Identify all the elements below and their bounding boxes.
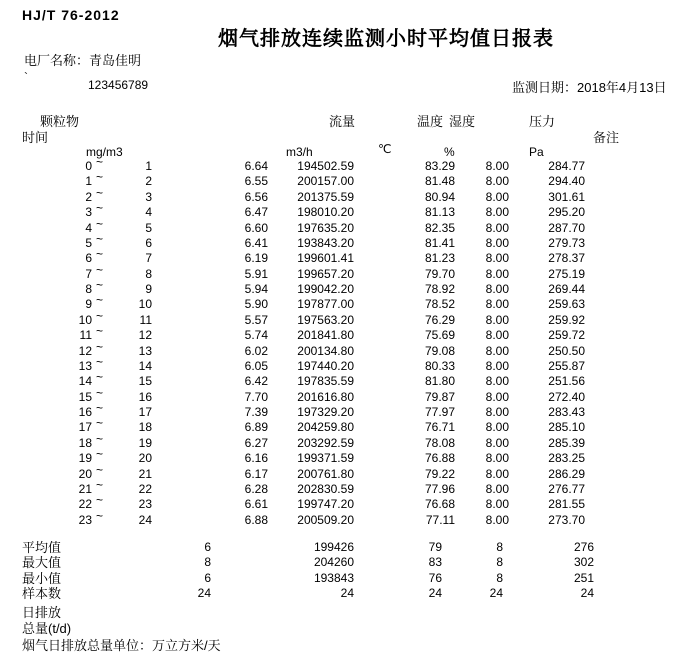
hour-start: 17 <box>78 420 92 435</box>
pressure-value: 278.37 <box>548 251 585 266</box>
hour-end: 15 <box>138 374 152 389</box>
humidity-value: 8.00 <box>485 297 509 312</box>
particulate-value: 5.74 <box>244 328 268 343</box>
humidity-value: 8.00 <box>485 389 509 404</box>
hour-end: 8 <box>145 266 152 281</box>
unit-particulate: mg/m3 <box>86 145 123 159</box>
time-separator: ~ <box>96 431 104 446</box>
temperature-value: 79.22 <box>424 466 455 481</box>
summary-row <box>0 540 681 555</box>
flow-value: 203292.59 <box>297 435 354 450</box>
hour-end: 19 <box>138 435 152 450</box>
particulate-summary: 6 <box>204 540 211 554</box>
flow-value: 197835.59 <box>297 374 354 389</box>
humidity-value: 8.00 <box>485 328 509 343</box>
particulate-value: 6.02 <box>244 343 268 358</box>
humidity-value: 8.00 <box>485 251 509 266</box>
temperature-value: 83.29 <box>424 159 455 173</box>
time-separator: ~ <box>96 247 104 262</box>
hour-end: 20 <box>138 451 152 466</box>
particulate-value: 6.60 <box>244 220 268 235</box>
flow-value: 197440.20 <box>297 358 354 373</box>
hour-end: 12 <box>138 328 152 343</box>
hour-end: 18 <box>138 420 152 435</box>
humidity-value: 8.00 <box>485 312 509 327</box>
time-separator: ~ <box>96 493 104 508</box>
particulate-value: 6.89 <box>244 420 268 435</box>
hour-end: 16 <box>138 389 152 404</box>
column-header-flow: 流量 <box>329 114 356 129</box>
flow-value: 200157.00 <box>297 174 354 189</box>
column-header-particulate: 颗粒物 <box>40 114 80 129</box>
hour-end: 11 <box>139 312 152 327</box>
humidity-summary: 8 <box>496 540 503 554</box>
time-separator: ~ <box>96 324 104 339</box>
particulate-summary: 8 <box>204 555 211 570</box>
temperature-value: 78.52 <box>424 297 455 312</box>
humidity-value: 8.00 <box>485 189 509 204</box>
page-title: 烟气排放连续监测小时平均值日报表 <box>218 28 554 50</box>
pressure-summary: 24 <box>580 586 594 601</box>
flow-summary: 199426 <box>313 540 354 554</box>
hour-start: 9 <box>85 297 92 312</box>
flow-value: 197563.20 <box>297 312 354 327</box>
temperature-value: 76.68 <box>424 497 455 512</box>
hour-start: 3 <box>85 205 92 220</box>
particulate-value: 5.91 <box>244 266 268 281</box>
particulate-value: 7.70 <box>244 389 268 404</box>
column-header-temperature: 温度 <box>417 114 444 129</box>
time-separator: ~ <box>96 477 104 492</box>
hour-start: 4 <box>85 220 92 235</box>
flow-value: 200134.80 <box>297 343 354 358</box>
total-label: 总量(t/d) <box>22 621 72 636</box>
hour-end: 13 <box>138 343 152 358</box>
time-separator: ~ <box>96 385 104 400</box>
particulate-value: 6.61 <box>244 497 268 512</box>
temperature-value: 79.70 <box>424 266 455 281</box>
particulate-value: 6.17 <box>244 466 268 481</box>
unit-temperature: ℃ <box>378 142 392 156</box>
humidity-value: 8.00 <box>485 358 509 373</box>
temperature-value: 81.80 <box>424 374 455 389</box>
particulate-value: 6.56 <box>244 189 268 204</box>
unit-humidity: % <box>444 145 455 159</box>
flow-value: 199657.20 <box>297 266 354 281</box>
temperature-value: 75.69 <box>424 328 455 343</box>
time-separator: ~ <box>96 278 104 292</box>
daily-emission-label: 日排放 <box>22 605 62 620</box>
temperature-value: 82.35 <box>424 220 455 235</box>
hour-start: 0 <box>85 159 92 173</box>
flow-value: 197877.00 <box>297 297 354 312</box>
particulate-value: 5.90 <box>244 297 268 312</box>
humidity-value: 8.00 <box>485 159 509 173</box>
humidity-value: 8.00 <box>485 451 509 466</box>
humidity-value: 8.00 <box>485 174 509 189</box>
temperature-value: 76.71 <box>424 420 455 435</box>
hour-end: 2 <box>145 174 152 189</box>
hour-start: 20 <box>78 466 92 481</box>
humidity-value: 8.00 <box>485 481 509 496</box>
temperature-value: 77.11 <box>425 512 455 527</box>
humidity-value: 8.00 <box>485 266 509 281</box>
summary-label: 最小值 <box>22 570 62 586</box>
humidity-value: 8.00 <box>485 466 509 481</box>
pressure-value: 283.43 <box>548 405 585 419</box>
particulate-value: 6.55 <box>244 174 268 189</box>
pressure-value: 281.55 <box>548 497 585 512</box>
temperature-summary: 76 <box>428 570 442 585</box>
flow-value: 201375.59 <box>297 189 354 204</box>
hour-end: 22 <box>138 481 152 496</box>
time-separator: ~ <box>96 354 104 369</box>
hour-end: 21 <box>138 466 152 481</box>
particulate-summary: 24 <box>197 586 211 601</box>
pressure-value: 269.44 <box>548 282 585 296</box>
unit-pressure: Pa <box>529 145 544 159</box>
time-separator: ~ <box>96 185 104 200</box>
pressure-value: 272.40 <box>548 389 585 404</box>
summary-row <box>0 586 681 601</box>
particulate-value: 6.64 <box>244 159 268 173</box>
pressure-value: 284.77 <box>548 159 585 173</box>
humidity-value: 8.00 <box>485 235 509 250</box>
humidity-summary: 24 <box>489 586 503 601</box>
flow-value: 200509.20 <box>297 512 354 527</box>
hour-end: 24 <box>138 512 152 527</box>
hour-start: 1 <box>85 174 92 189</box>
hour-start: 16 <box>78 405 92 419</box>
hour-end: 7 <box>145 251 152 266</box>
time-separator: ~ <box>96 262 104 277</box>
flow-value: 199747.20 <box>297 497 354 512</box>
flow-value: 199371.59 <box>297 451 354 466</box>
hour-end: 17 <box>138 405 152 419</box>
temperature-summary: 83 <box>428 555 442 570</box>
pressure-value: 283.25 <box>548 451 585 466</box>
time-separator: ~ <box>96 308 104 323</box>
plant-name-line: 电厂名称：青岛佳明 <box>24 53 142 68</box>
humidity-value: 8.00 <box>485 282 509 296</box>
pressure-value: 255.87 <box>548 358 585 373</box>
pressure-value: 279.73 <box>548 235 585 250</box>
pressure-value: 285.39 <box>548 435 585 450</box>
time-separator: ~ <box>96 462 104 477</box>
summary-row <box>0 571 681 586</box>
temperature-value: 81.48 <box>424 174 455 189</box>
hour-start: 21 <box>78 481 92 496</box>
flow-summary: 193843 <box>313 570 354 585</box>
time-separator: ~ <box>96 170 104 185</box>
temperature-value: 81.23 <box>424 251 455 266</box>
pressure-value: 275.19 <box>548 266 585 281</box>
temperature-summary: 79 <box>428 540 442 554</box>
pressure-value: 259.72 <box>548 328 585 343</box>
flow-value: 200761.80 <box>297 466 354 481</box>
flow-value: 193843.20 <box>297 235 354 250</box>
flow-value: 194502.59 <box>297 159 354 173</box>
humidity-value: 8.00 <box>485 405 509 419</box>
flow-value: 197635.20 <box>297 220 354 235</box>
particulate-value: 7.39 <box>244 405 268 419</box>
humidity-value: 8.00 <box>485 374 509 389</box>
time-separator: ~ <box>96 370 104 385</box>
temperature-value: 78.08 <box>424 435 455 450</box>
particulate-value: 6.88 <box>244 512 268 527</box>
pressure-summary: 251 <box>573 570 594 585</box>
hour-start: 7 <box>85 266 92 281</box>
hour-end: 10 <box>138 297 152 312</box>
flow-value: 204259.80 <box>297 420 354 435</box>
hour-end: 23 <box>138 497 152 512</box>
time-separator: ~ <box>96 293 104 308</box>
hour-start: 19 <box>78 451 92 466</box>
hour-start: 22 <box>78 497 92 512</box>
humidity-value: 8.00 <box>485 205 509 220</box>
monitor-date-line: 监测日期：2018年4月13日 <box>512 80 667 95</box>
humidity-value: 8.00 <box>485 512 509 527</box>
temperature-value: 81.13 <box>424 205 455 220</box>
pressure-summary: 302 <box>573 555 594 570</box>
hour-start: 6 <box>85 251 92 266</box>
temperature-value: 80.94 <box>424 189 455 204</box>
humidity-value: 8.00 <box>485 420 509 435</box>
column-header-humidity: 湿度 <box>449 114 476 129</box>
pressure-value: 251.56 <box>548 374 585 389</box>
summary-row <box>0 555 681 570</box>
humidity-summary: 8 <box>496 555 503 570</box>
hour-start: 14 <box>78 374 92 389</box>
flow-value: 198010.20 <box>297 205 354 220</box>
humidity-value: 8.00 <box>485 220 509 235</box>
hour-start: 18 <box>78 435 92 450</box>
particulate-value: 6.16 <box>244 451 268 466</box>
pressure-value: 295.20 <box>548 205 585 220</box>
particulate-value: 6.28 <box>244 481 268 496</box>
time-separator: ~ <box>96 201 104 216</box>
hour-start: 10 <box>78 312 92 327</box>
humidity-value: 8.00 <box>485 435 509 450</box>
pressure-value: 273.70 <box>548 512 585 527</box>
column-header-time: 时间 <box>22 130 49 145</box>
hour-start: 15 <box>78 389 92 404</box>
particulate-value: 5.57 <box>244 312 268 327</box>
flow-value: 199042.20 <box>297 282 354 296</box>
temperature-value: 77.97 <box>424 405 455 419</box>
flow-value: 199601.41 <box>297 251 354 266</box>
emission-unit-note: 烟气日排放总量单位：万立方米/天 <box>22 638 221 653</box>
unit-flow: m3/h <box>286 145 313 159</box>
humidity-value: 8.00 <box>485 497 509 512</box>
pressure-summary: 276 <box>573 540 594 554</box>
hour-start: 11 <box>79 328 92 343</box>
time-separator: ~ <box>96 155 104 169</box>
column-header-remark: 备注 <box>593 130 620 145</box>
flow-value: 201841.80 <box>297 328 354 343</box>
particulate-value: 5.94 <box>244 282 268 296</box>
temperature-value: 76.88 <box>424 451 455 466</box>
time-separator: ~ <box>96 216 104 231</box>
temperature-value: 81.41 <box>424 235 455 250</box>
hour-start: 5 <box>85 235 92 250</box>
pressure-value: 301.61 <box>548 189 585 204</box>
pressure-value: 294.40 <box>548 174 585 189</box>
summary-rows <box>0 540 681 602</box>
summary-label: 最大值 <box>22 555 62 571</box>
summary-label: 样本数 <box>22 586 62 602</box>
particulate-value: 6.19 <box>244 251 268 266</box>
pressure-value: 287.70 <box>548 220 585 235</box>
hour-start: 8 <box>85 282 92 296</box>
hour-start: 12 <box>78 343 92 358</box>
flow-summary: 204260 <box>313 555 354 570</box>
pressure-value: 286.29 <box>548 466 585 481</box>
temperature-value: 79.08 <box>424 343 455 358</box>
hour-end: 4 <box>145 205 152 220</box>
time-separator: ~ <box>96 416 104 431</box>
summary-label: 平均值 <box>22 540 62 555</box>
hour-start: 2 <box>85 189 92 204</box>
pressure-value: 276.77 <box>548 481 585 496</box>
time-separator: ~ <box>96 508 104 523</box>
time-separator: ~ <box>96 447 104 462</box>
column-header-pressure: 压力 <box>529 114 556 129</box>
hour-end: 9 <box>145 282 152 296</box>
hour-end: 5 <box>145 220 152 235</box>
tick-mark: ` <box>24 70 28 84</box>
particulate-value: 6.42 <box>244 374 268 389</box>
particulate-value: 6.41 <box>244 235 268 250</box>
hourly-rows <box>0 155 681 528</box>
temperature-value: 79.87 <box>424 389 455 404</box>
time-separator: ~ <box>96 231 104 246</box>
serial-number: 123456789 <box>88 78 149 92</box>
flow-value: 202830.59 <box>297 481 354 496</box>
particulate-summary: 6 <box>204 570 211 585</box>
particulate-value: 6.27 <box>244 435 268 450</box>
hour-start: 13 <box>78 358 92 373</box>
table-row <box>0 508 681 528</box>
flow-value: 197329.20 <box>297 405 354 419</box>
hour-end: 6 <box>145 235 152 250</box>
temperature-value: 80.33 <box>424 358 455 373</box>
particulate-value: 6.05 <box>244 358 268 373</box>
pressure-value: 250.50 <box>548 343 585 358</box>
temperature-value: 78.92 <box>424 282 455 296</box>
temperature-value: 77.96 <box>424 481 455 496</box>
humidity-value: 8.00 <box>485 343 509 358</box>
hour-start: 23 <box>78 512 92 527</box>
particulate-value: 6.47 <box>244 205 268 220</box>
hour-end: 1 <box>145 159 152 173</box>
hour-end: 3 <box>145 189 152 204</box>
humidity-summary: 8 <box>496 570 503 585</box>
temperature-value: 76.29 <box>424 312 455 327</box>
flow-summary: 24 <box>340 586 354 601</box>
time-separator: ~ <box>96 339 104 354</box>
hour-end: 14 <box>138 358 152 373</box>
pressure-value: 259.63 <box>548 297 585 312</box>
pressure-value: 259.92 <box>548 312 585 327</box>
time-separator: ~ <box>96 401 104 415</box>
flow-value: 201616.80 <box>297 389 354 404</box>
standard-code: HJ/T 76-2012 <box>22 7 120 23</box>
temperature-summary: 24 <box>428 586 442 601</box>
pressure-value: 285.10 <box>548 420 585 435</box>
